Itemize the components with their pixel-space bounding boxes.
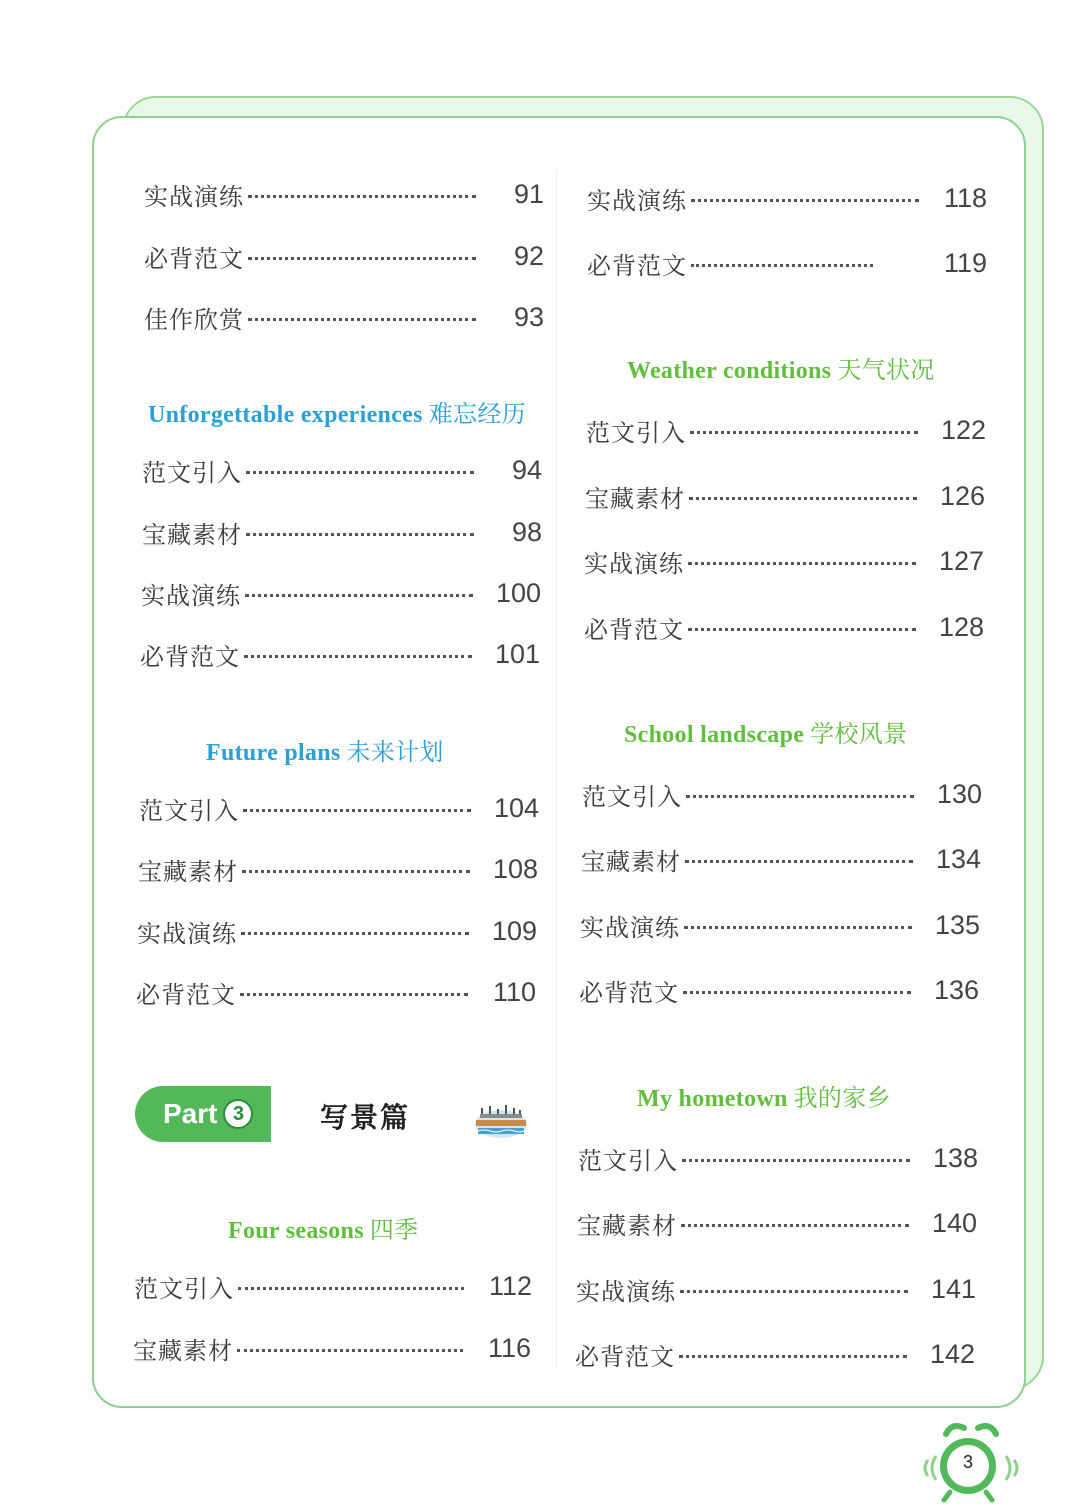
section-title-cn: 难忘经历 xyxy=(428,400,526,428)
entry-page: 134 xyxy=(935,843,981,874)
entry-page: 110 xyxy=(492,976,536,1007)
dot-leader xyxy=(241,932,469,935)
entry-page: 100 xyxy=(495,577,541,608)
dot-leader xyxy=(691,264,873,267)
entry-label: 必背范文 xyxy=(587,251,687,280)
toc-entry[interactable] xyxy=(578,1138,978,1178)
entry-page: 94 xyxy=(511,454,542,485)
entry-page: 135 xyxy=(934,909,980,940)
dot-leader xyxy=(685,860,913,863)
dot-leader xyxy=(683,991,911,994)
entry-page: 119 xyxy=(943,247,987,278)
dot-leader xyxy=(679,1355,907,1358)
section-title-en: School landscape xyxy=(624,722,805,748)
toc-entry[interactable] xyxy=(144,297,544,337)
dot-leader xyxy=(245,594,473,597)
entry-label: 实战演练 xyxy=(580,913,680,942)
entry-label: 必背范文 xyxy=(136,980,236,1009)
entry-page: 104 xyxy=(493,792,539,823)
toc-entry[interactable] xyxy=(579,970,979,1010)
entry-page: 101 xyxy=(494,638,540,669)
entry-page: 92 xyxy=(513,240,544,271)
section-title-cn: 未来计划 xyxy=(346,738,444,766)
entry-label: 实战演练 xyxy=(141,581,241,610)
entry-page: 130 xyxy=(936,778,982,809)
dot-leader xyxy=(691,199,919,202)
entry-label: 范文引入 xyxy=(586,418,686,447)
toc-entry[interactable] xyxy=(585,476,985,516)
section-title-en: Four seasons xyxy=(228,1218,364,1244)
toc-entry[interactable] xyxy=(577,1203,977,1243)
entry-page: 142 xyxy=(929,1338,975,1369)
entry-label: 宝藏素材 xyxy=(585,484,685,513)
dot-leader xyxy=(240,993,468,996)
toc-entry[interactable] xyxy=(141,573,541,613)
dot-leader xyxy=(248,318,476,321)
toc-entry[interactable] xyxy=(144,174,544,214)
dot-leader xyxy=(246,471,474,474)
entry-page: 141 xyxy=(930,1273,976,1304)
entry-label: 必背范文 xyxy=(579,978,679,1007)
toc-entry[interactable] xyxy=(142,450,542,490)
entry-label: 必背范文 xyxy=(575,1342,675,1371)
page-number: 3 xyxy=(962,1452,973,1472)
dot-leader xyxy=(243,809,471,812)
entry-page: 126 xyxy=(939,480,985,511)
section-title-school[interactable] xyxy=(624,714,907,749)
dot-leader xyxy=(244,655,472,658)
section-title-cn: 天气状况 xyxy=(837,356,935,384)
entry-page: 116 xyxy=(487,1332,531,1363)
dot-leader xyxy=(682,1159,910,1162)
dot-leader xyxy=(680,1290,908,1293)
entry-page: 128 xyxy=(938,611,984,642)
dot-leader xyxy=(688,562,916,565)
bridge-landscape-icon xyxy=(474,1100,528,1140)
dot-leader xyxy=(686,795,914,798)
entry-label: 范文引入 xyxy=(578,1146,678,1175)
entry-page: 112 xyxy=(488,1270,532,1301)
dot-leader xyxy=(248,257,476,260)
entry-label: 宝藏素材 xyxy=(142,520,242,549)
dot-leader xyxy=(688,628,916,631)
toc-entry[interactable] xyxy=(575,1334,975,1374)
part-label: Part xyxy=(163,1098,218,1129)
dot-leader xyxy=(237,1349,463,1352)
entry-label: 范文引入 xyxy=(582,782,682,811)
toc-entry[interactable] xyxy=(584,541,984,581)
entry-label: 实战演练 xyxy=(587,186,687,215)
toc-entry[interactable] xyxy=(580,905,980,945)
dot-leader xyxy=(242,870,470,873)
entry-label: 实战演练 xyxy=(137,919,237,948)
toc-entry[interactable] xyxy=(140,634,540,674)
entry-label: 必背范文 xyxy=(140,642,240,671)
dot-leader xyxy=(684,926,912,929)
section-title-en: Unforgettable experiences xyxy=(148,402,423,428)
part-badge xyxy=(135,1086,271,1142)
dot-leader xyxy=(238,1287,464,1290)
part-title: 写景篇 xyxy=(320,1101,411,1134)
section-title-four-seasons[interactable] xyxy=(228,1210,418,1245)
toc-entry[interactable] xyxy=(587,178,987,218)
entry-label: 宝藏素材 xyxy=(138,857,238,886)
section-title-en: Future plans xyxy=(206,740,341,766)
toc-entry[interactable] xyxy=(133,1328,531,1368)
entry-label: 范文引入 xyxy=(139,796,239,825)
entry-page: 140 xyxy=(931,1207,977,1238)
entry-page: 91 xyxy=(513,178,544,209)
toc-entry[interactable] xyxy=(576,1269,976,1309)
section-title-cn: 我的家乡 xyxy=(793,1084,891,1112)
toc-entry[interactable] xyxy=(581,839,981,879)
toc-entry[interactable] xyxy=(582,774,982,814)
entry-label: 必背范文 xyxy=(144,244,244,273)
entry-page: 98 xyxy=(511,516,542,547)
part-number: 3 xyxy=(223,1099,253,1129)
column-divider xyxy=(556,170,557,1370)
entry-label: 范文引入 xyxy=(142,458,242,487)
dot-leader xyxy=(681,1224,909,1227)
section-title-cn: 学校风景 xyxy=(810,720,908,748)
entry-label: 宝藏素材 xyxy=(133,1336,233,1365)
entry-label: 实战演练 xyxy=(576,1277,676,1306)
entry-page: 136 xyxy=(933,974,979,1005)
dot-leader xyxy=(690,431,918,434)
toc-entry[interactable] xyxy=(584,607,984,647)
entry-page: 109 xyxy=(491,915,537,946)
section-title-weather[interactable] xyxy=(627,350,935,385)
section-title-future[interactable] xyxy=(206,732,444,767)
toc-entry[interactable] xyxy=(586,410,986,450)
entry-page: 108 xyxy=(492,853,538,884)
entry-label: 宝藏素材 xyxy=(577,1211,677,1240)
toc-entry[interactable] xyxy=(144,236,544,276)
section-title-cn: 四季 xyxy=(369,1216,419,1244)
dot-leader xyxy=(689,497,917,500)
entry-page: 127 xyxy=(938,545,984,576)
section-title-en: Weather conditions xyxy=(627,358,832,384)
section-title-hometown[interactable] xyxy=(637,1078,891,1113)
toc-entry[interactable] xyxy=(587,243,987,283)
toc-entry[interactable] xyxy=(139,788,539,828)
dot-leader xyxy=(248,195,476,198)
entry-label: 必背范文 xyxy=(584,615,684,644)
entry-label: 范文引入 xyxy=(134,1274,234,1303)
entry-label: 宝藏素材 xyxy=(581,847,681,876)
entry-label: 佳作欣赏 xyxy=(144,305,244,334)
entry-page: 122 xyxy=(940,414,986,445)
entry-page: 138 xyxy=(932,1142,978,1173)
dot-leader xyxy=(246,533,474,536)
entry-page: 118 xyxy=(943,182,987,213)
entry-page: 93 xyxy=(513,301,544,332)
entry-label: 实战演练 xyxy=(144,182,244,211)
toc-entry[interactable] xyxy=(134,1266,532,1306)
entry-label: 实战演练 xyxy=(584,549,684,578)
section-title-unforgettable[interactable] xyxy=(148,394,526,429)
section-title-en: My hometown xyxy=(637,1086,788,1112)
toc-entry[interactable] xyxy=(137,911,537,951)
toc-entry[interactable] xyxy=(138,849,538,889)
toc-entry[interactable] xyxy=(142,512,542,552)
toc-entry[interactable] xyxy=(136,972,536,1012)
